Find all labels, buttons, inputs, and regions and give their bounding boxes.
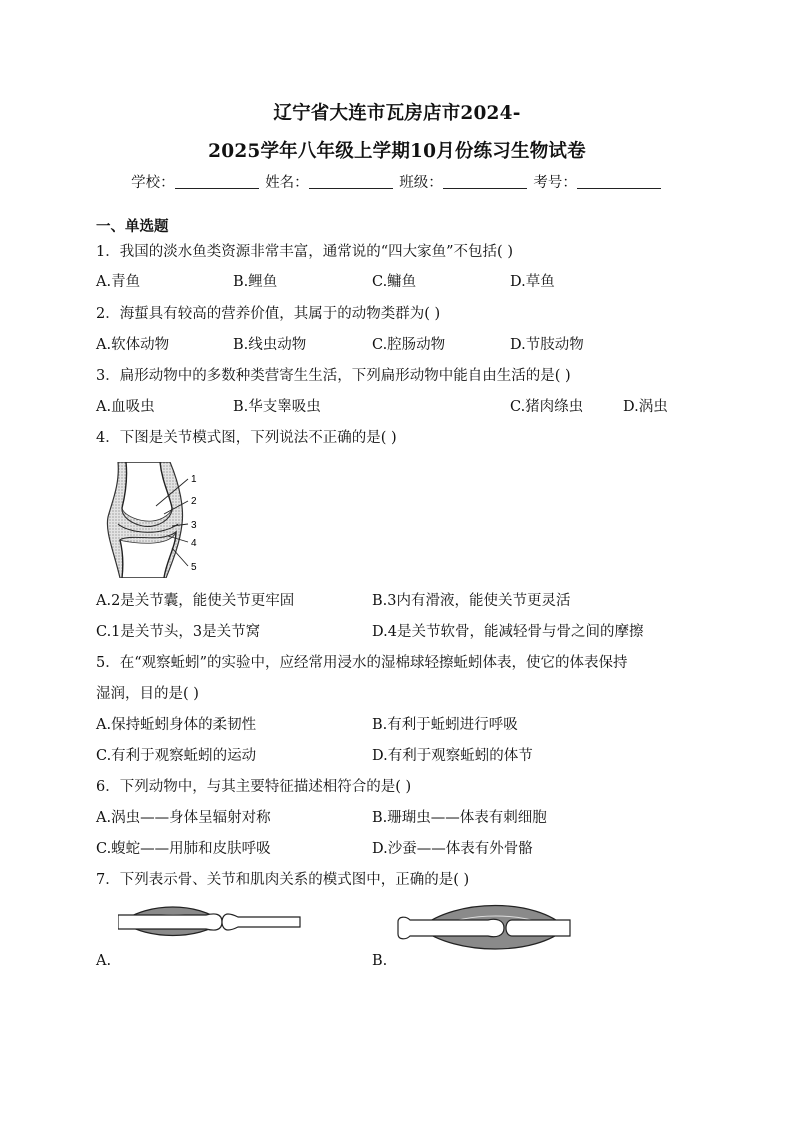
school-blank (175, 174, 259, 189)
question-2-stem: 2．海蜇具有较高的营养价值，其属于的动物类群为( ) (96, 306, 441, 322)
q6-option-a: A.涡虫——身体呈辐射对称 (96, 810, 271, 826)
figure-label-3: 3 (191, 520, 197, 531)
q2-option-a: A.软体动物 (96, 337, 170, 353)
section-title: 一、单选题 (96, 218, 169, 235)
number-label: 考号： (533, 175, 577, 191)
question-1-stem: 1．我国的淡水鱼类资源非常丰富，通常说的“四大家鱼”不包括( ) (96, 244, 513, 260)
q7-figure-a (118, 900, 302, 956)
joint-diagram (100, 462, 220, 578)
bone-b-right-shape (506, 920, 570, 936)
figure-label-5: 5 (191, 562, 197, 573)
q1-option-a: A.青鱼 (96, 274, 141, 290)
question-5-stem-line-1: 5．在“观察蚯蚓”的实验中，应经常用浸水的湿棉球轻擦蚯蚓体表，使它的体表保持 (96, 655, 628, 671)
q3-option-a: A.血吸虫 (96, 399, 155, 415)
q1-option-d: D.草鱼 (510, 274, 555, 290)
question-6-stem: 6．下列动物中，与其主要特征描述相符合的是( ) (96, 779, 412, 795)
school-label: 学校： (131, 175, 175, 191)
q3-option-d: D.涡虫 (623, 399, 668, 415)
question-4-stem: 4．下图是关节模式图，下列说法不正确的是( ) (96, 430, 397, 446)
q4-option-c: C.1是关节头，3是关节窝 (96, 624, 261, 640)
q1-option-b: B.鲤鱼 (233, 274, 278, 290)
q7-option-a: A. (96, 953, 112, 969)
page-title-line-1: 辽宁省大连市瓦房店市2024- (273, 103, 521, 124)
q7-option-b: B. (372, 953, 388, 969)
bone-a-right-shape (222, 914, 300, 930)
q4-option-d: D.4是关节软骨，能减轻骨与骨之间的摩擦 (372, 624, 644, 640)
page-title-line-2: 2025学年八年级上学期10月份练习生物试卷 (208, 141, 586, 162)
q3-option-b: B.华支睾吸虫 (233, 399, 321, 415)
name-blank (309, 174, 393, 189)
class-blank (443, 174, 527, 189)
figure-label-2: 2 (191, 496, 197, 507)
student-info-row (0, 171, 794, 192)
number-blank (577, 174, 661, 189)
q7-figure-b (396, 898, 572, 958)
question-3-stem: 3．扁形动物中的多数种类营寄生生活，下列扁形动物中能自由生活的是( ) (96, 368, 571, 384)
class-label: 班级： (399, 175, 443, 191)
q5-option-a: A.保持蚯蚓身体的柔韧性 (96, 717, 257, 733)
q1-option-c: C.鳙鱼 (372, 274, 417, 290)
q2-option-b: B.线虫动物 (233, 337, 307, 353)
q2-option-c: C.腔肠动物 (372, 337, 446, 353)
question-5-stem-line-2: 湿润，目的是( ) (96, 686, 199, 702)
bone-a-left-shape (118, 914, 222, 930)
name-label: 姓名： (265, 175, 309, 191)
q5-option-b: B.有利于蚯蚓进行呼吸 (372, 717, 518, 733)
q5-option-c: C.有利于观察蚯蚓的运动 (96, 748, 257, 764)
q6-option-b: B.珊瑚虫——体表有刺细胞 (372, 810, 547, 826)
q3-option-c: C.猪肉绦虫 (510, 399, 584, 415)
figure-label-1: 1 (191, 474, 197, 485)
q4-option-a: A.2是关节囊，能使关节更牢固 (96, 593, 295, 609)
q6-option-d: D.沙蚕——体表有外骨骼 (372, 841, 533, 857)
q5-option-d: D.有利于观察蚯蚓的体节 (372, 748, 533, 764)
bone-b-left-shape (398, 917, 504, 939)
q6-option-c: C.蝮蛇——用肺和皮肤呼吸 (96, 841, 271, 857)
q2-option-d: D.节肢动物 (510, 337, 584, 353)
q4-option-b: B.3内有滑液，能使关节更灵活 (372, 593, 571, 609)
question-7-stem: 7．下列表示骨、关节和肌肉关系的模式图中，正确的是( ) (96, 872, 470, 888)
figure-label-4: 4 (191, 538, 197, 549)
